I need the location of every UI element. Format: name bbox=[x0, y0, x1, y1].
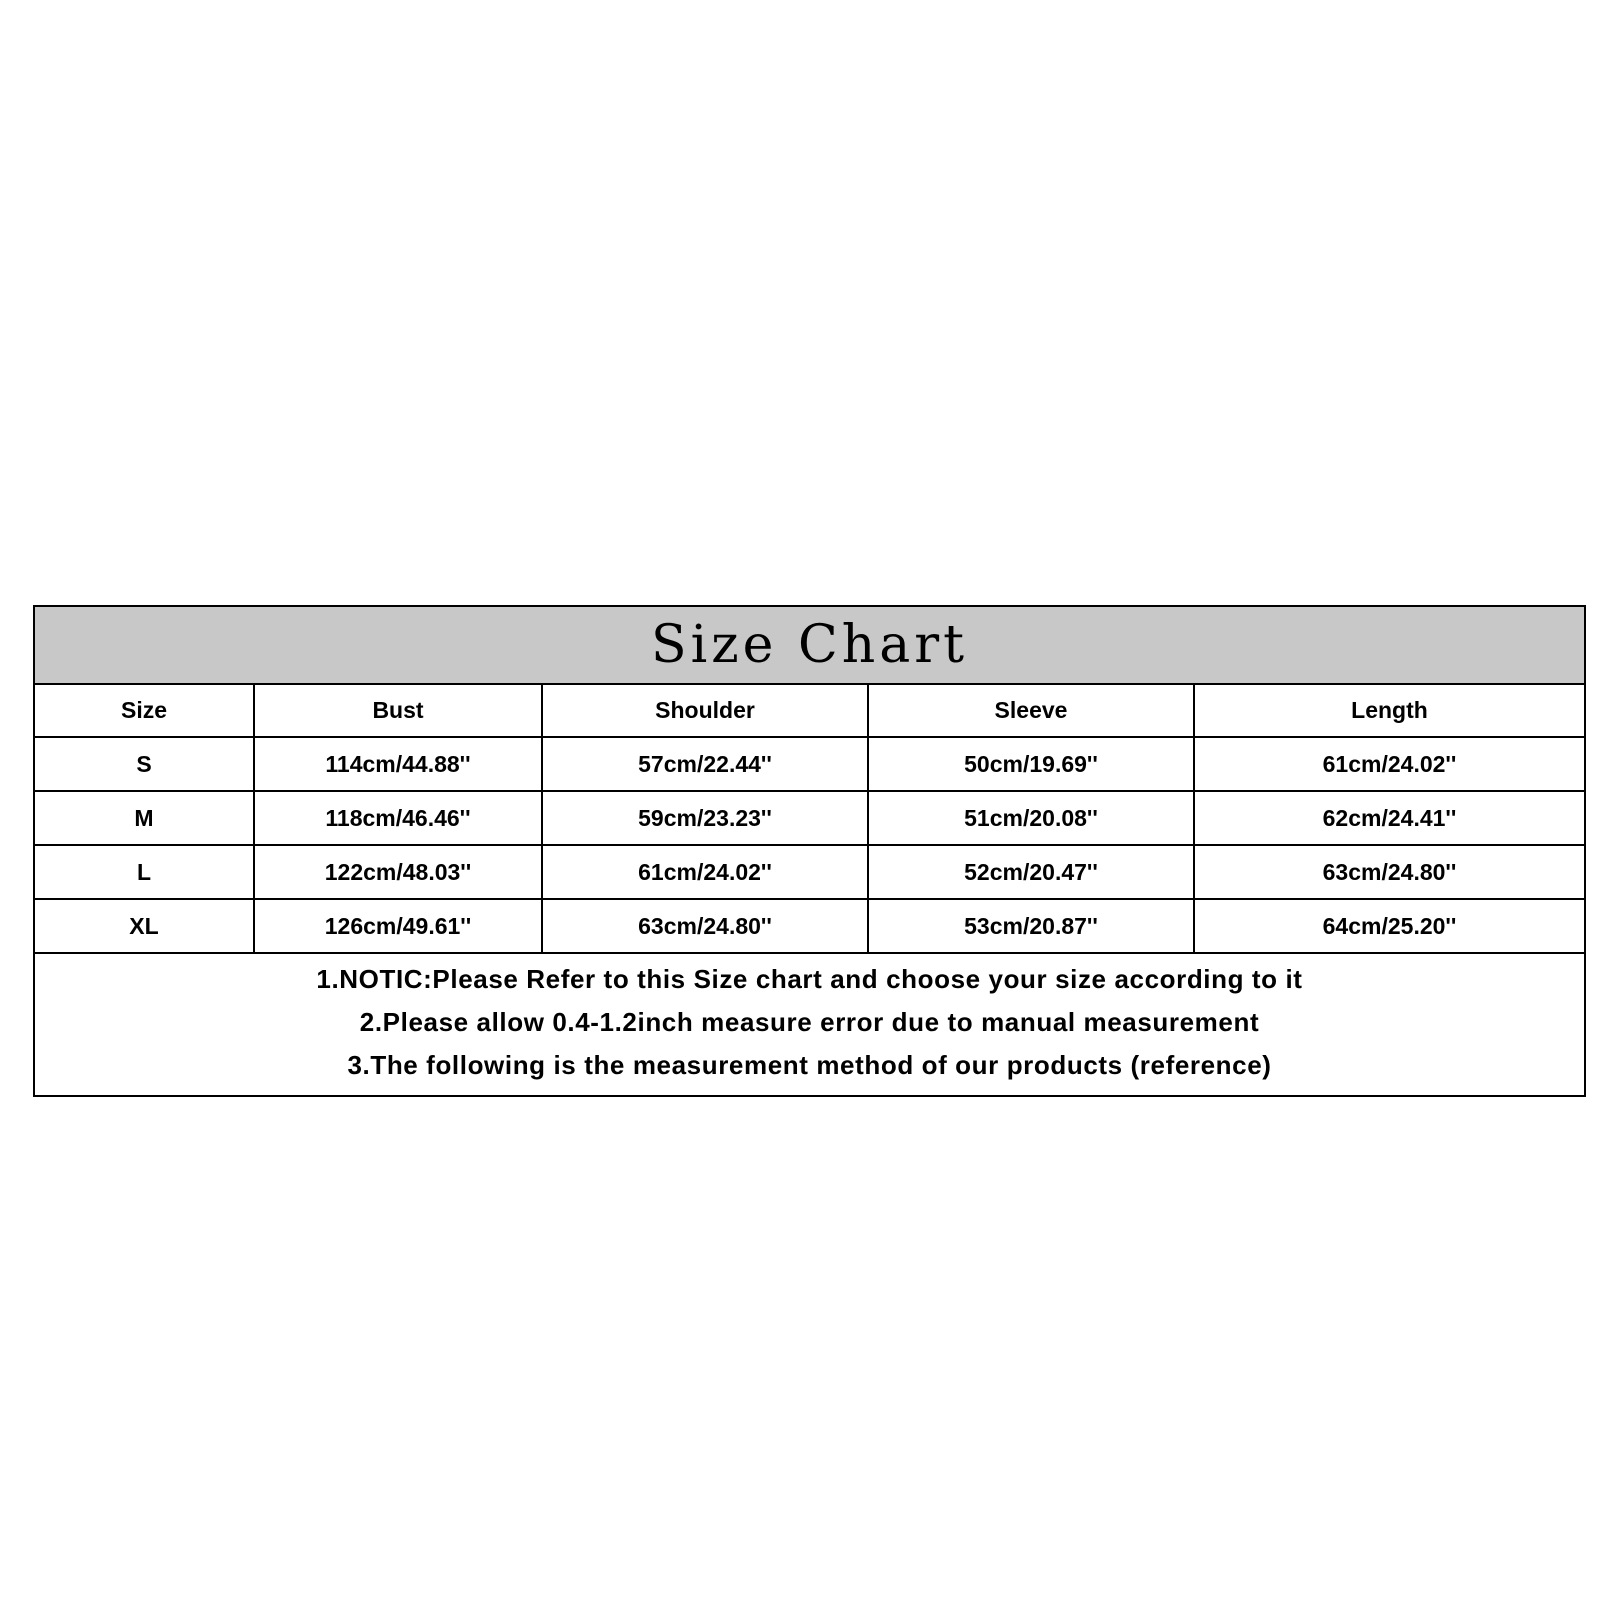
column-header-length: Length bbox=[1194, 685, 1584, 737]
cell-sleeve: 52cm/20.47'' bbox=[868, 845, 1194, 899]
table-row bbox=[35, 845, 1584, 899]
cell-length: 61cm/24.02'' bbox=[1194, 737, 1584, 791]
cell-shoulder: 63cm/24.80'' bbox=[542, 899, 868, 953]
notes-section bbox=[35, 954, 1584, 1095]
cell-bust: 126cm/49.61'' bbox=[254, 899, 542, 953]
note-line: 1.NOTIC:Please Refer to this Size chart and choose your size according to it bbox=[316, 964, 1303, 994]
cell-length: 64cm/25.20'' bbox=[1194, 899, 1584, 953]
cell-sleeve: 51cm/20.08'' bbox=[868, 791, 1194, 845]
table-row bbox=[35, 791, 1584, 845]
note-line: 3.The following is the measurement method of our products (reference) bbox=[347, 1050, 1272, 1080]
cell-sleeve: 50cm/19.69'' bbox=[868, 737, 1194, 791]
cell-bust: 122cm/48.03'' bbox=[254, 845, 542, 899]
column-header-bust: Bust bbox=[254, 685, 542, 737]
cell-shoulder: 61cm/24.02'' bbox=[542, 845, 868, 899]
size-table bbox=[35, 685, 1584, 954]
cell-sleeve: 53cm/20.87'' bbox=[868, 899, 1194, 953]
cell-bust: 114cm/44.88'' bbox=[254, 737, 542, 791]
cell-size: L bbox=[35, 845, 254, 899]
column-header-size: Size bbox=[35, 685, 254, 737]
cell-size: M bbox=[35, 791, 254, 845]
size-chart-title: Size Chart bbox=[35, 607, 1584, 685]
cell-shoulder: 59cm/23.23'' bbox=[542, 791, 868, 845]
cell-length: 62cm/24.41'' bbox=[1194, 791, 1584, 845]
cell-length: 63cm/24.80'' bbox=[1194, 845, 1584, 899]
cell-shoulder: 57cm/22.44'' bbox=[542, 737, 868, 791]
table-row bbox=[35, 737, 1584, 791]
table-row bbox=[35, 899, 1584, 953]
cell-size: XL bbox=[35, 899, 254, 953]
column-header-sleeve: Sleeve bbox=[868, 685, 1194, 737]
cell-size: S bbox=[35, 737, 254, 791]
cell-bust: 118cm/46.46'' bbox=[254, 791, 542, 845]
note-line: 2.Please allow 0.4-1.2inch measure error due to manual measurement bbox=[359, 1007, 1260, 1037]
table-header-row bbox=[35, 685, 1584, 737]
column-header-shoulder: Shoulder bbox=[542, 685, 868, 737]
size-chart bbox=[33, 605, 1586, 1097]
